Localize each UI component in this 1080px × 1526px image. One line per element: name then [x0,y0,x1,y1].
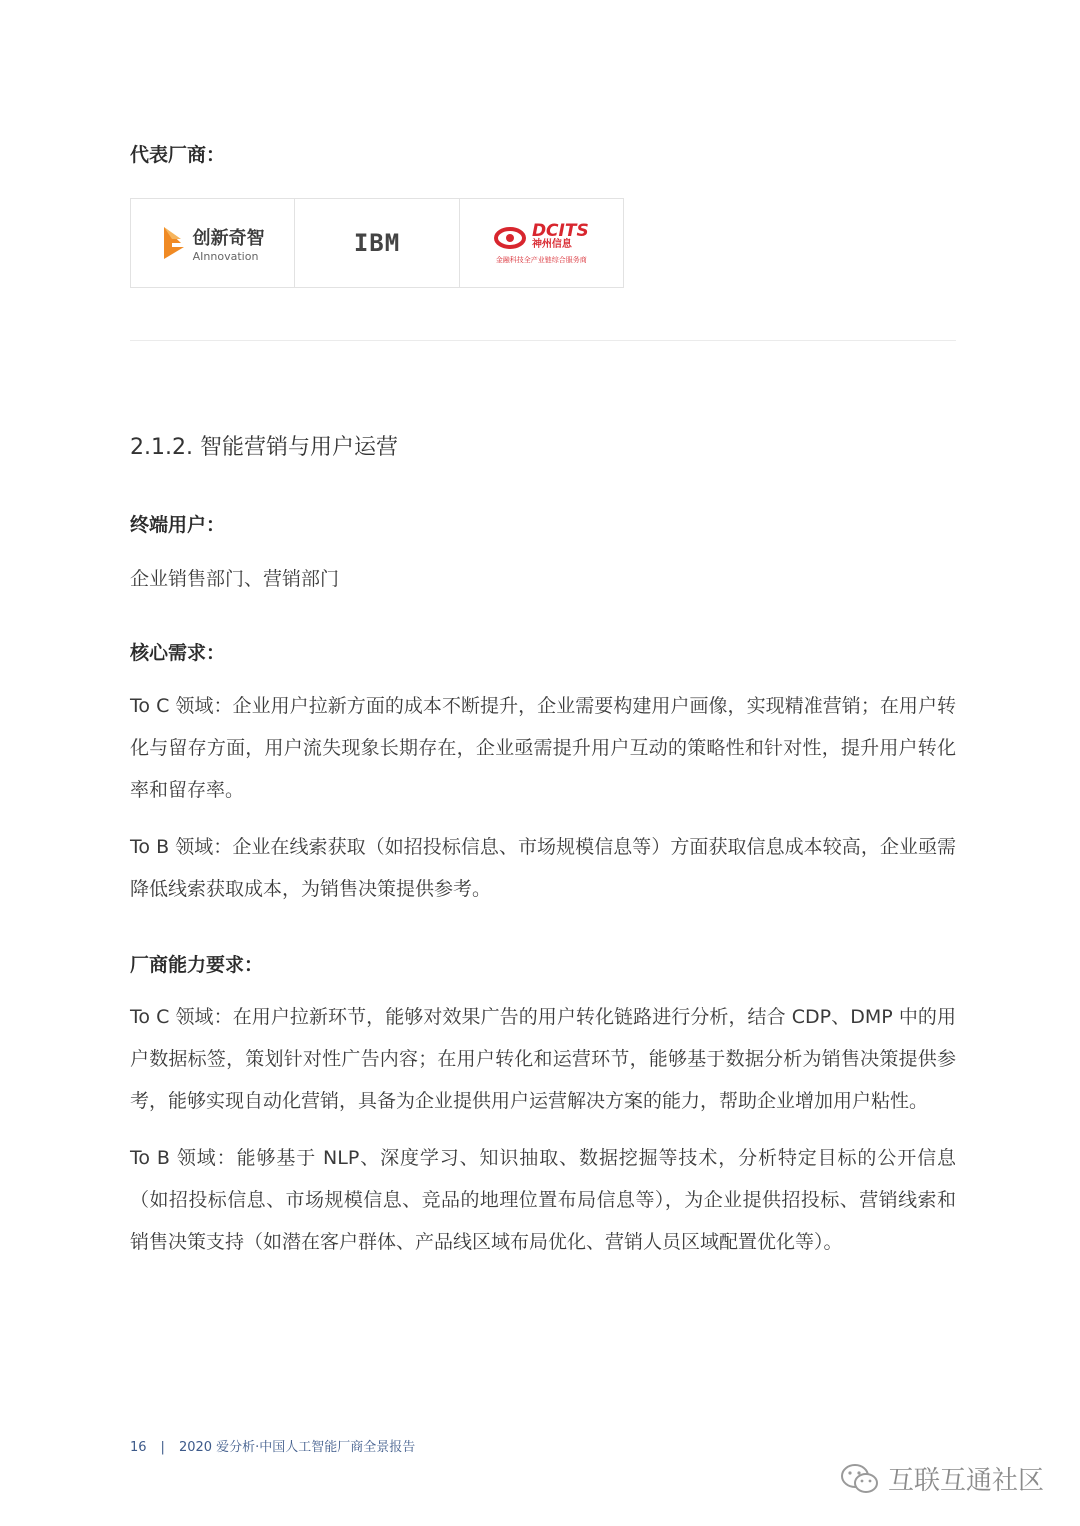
ainnovation-mark-icon [161,225,187,261]
footer-separator: | [160,1440,165,1455]
dcits-swirl-icon [494,222,530,252]
logo-ainnovation [131,199,295,287]
vendor-logo-strip [130,198,624,288]
logo-ibm [295,199,459,287]
core-needs-tob-paragraph: To B 领域：企业在线索获取（如招投标信息、市场规模信息等）方面获取信息成本较高，企业亟需降低线索获取成本，为销售决策提供参考。 [130,836,956,900]
ainnovation-name-en: AInnovation [192,249,259,263]
vendor-requirements-tob-paragraph: To B 领域：能够基于 NLP、深度学习、知识抽取、数据挖掘等技术，分析特定目标的公开信息（如招投标信息、市场规模信息、竞品的地理位置布局信息等），为企业提供招投标、营销线索和销售决策支持（如潜在客户群体、产品线区域布局优化、营销人员区域配置优化等）。 [130,1147,956,1253]
wechat-icon [840,1462,880,1496]
ibm-logo-text: IBM [353,229,401,257]
report-title: 2020 爱分析·中国人工智能厂商全景报告 [178,1440,416,1455]
vendors-heading: 代表厂商： [130,144,226,166]
watermark-text: 互联互通社区 [887,1466,1044,1496]
dcits-name-cn: 神州信息 [531,239,572,250]
watermark [840,1460,1044,1497]
end-users-heading: 终端用户： [130,514,226,536]
vendor-requirements-heading: 厂商能力要求： [130,954,264,976]
end-users-text: 企业销售部门、营销部门 [130,568,340,590]
page-footer [130,1436,415,1455]
core-needs-heading: 核心需求： [130,642,226,664]
ainnovation-name-cn: 创新奇智 [192,227,265,249]
logo-dcits [460,199,623,287]
dcits-tagline: 金融科技全产业链综合服务商 [495,255,587,264]
section-divider [130,340,956,341]
section-title: 2.1.2. 智能营销与用户运营 [130,435,398,460]
page-number: 16 [130,1440,147,1455]
core-needs-toc-paragraph: To C 领域：企业用户拉新方面的成本不断提升，企业需要构建用户画像，实现精准营销；在用户转化与留存方面，用户流失现象长期存在，企业亟需提升用户互动的策略性和针对性，提升用户转化率和留存率。 [130,695,956,801]
dcits-name-en: DCITS [531,221,589,241]
vendor-requirements-toc-paragraph: To C 领域：在用户拉新环节，能够对效果广告的用户转化链路进行分析，结合 CDP、DMP 中的用户数据标签，策划针对性广告内容；在用户转化和运营环节，能够基于数据分析为销售决策提供参考，能够实现自动化营销，具备为企业提供用户运营解决方案的能力，帮助企业增加用户粘性。 [130,1006,956,1112]
